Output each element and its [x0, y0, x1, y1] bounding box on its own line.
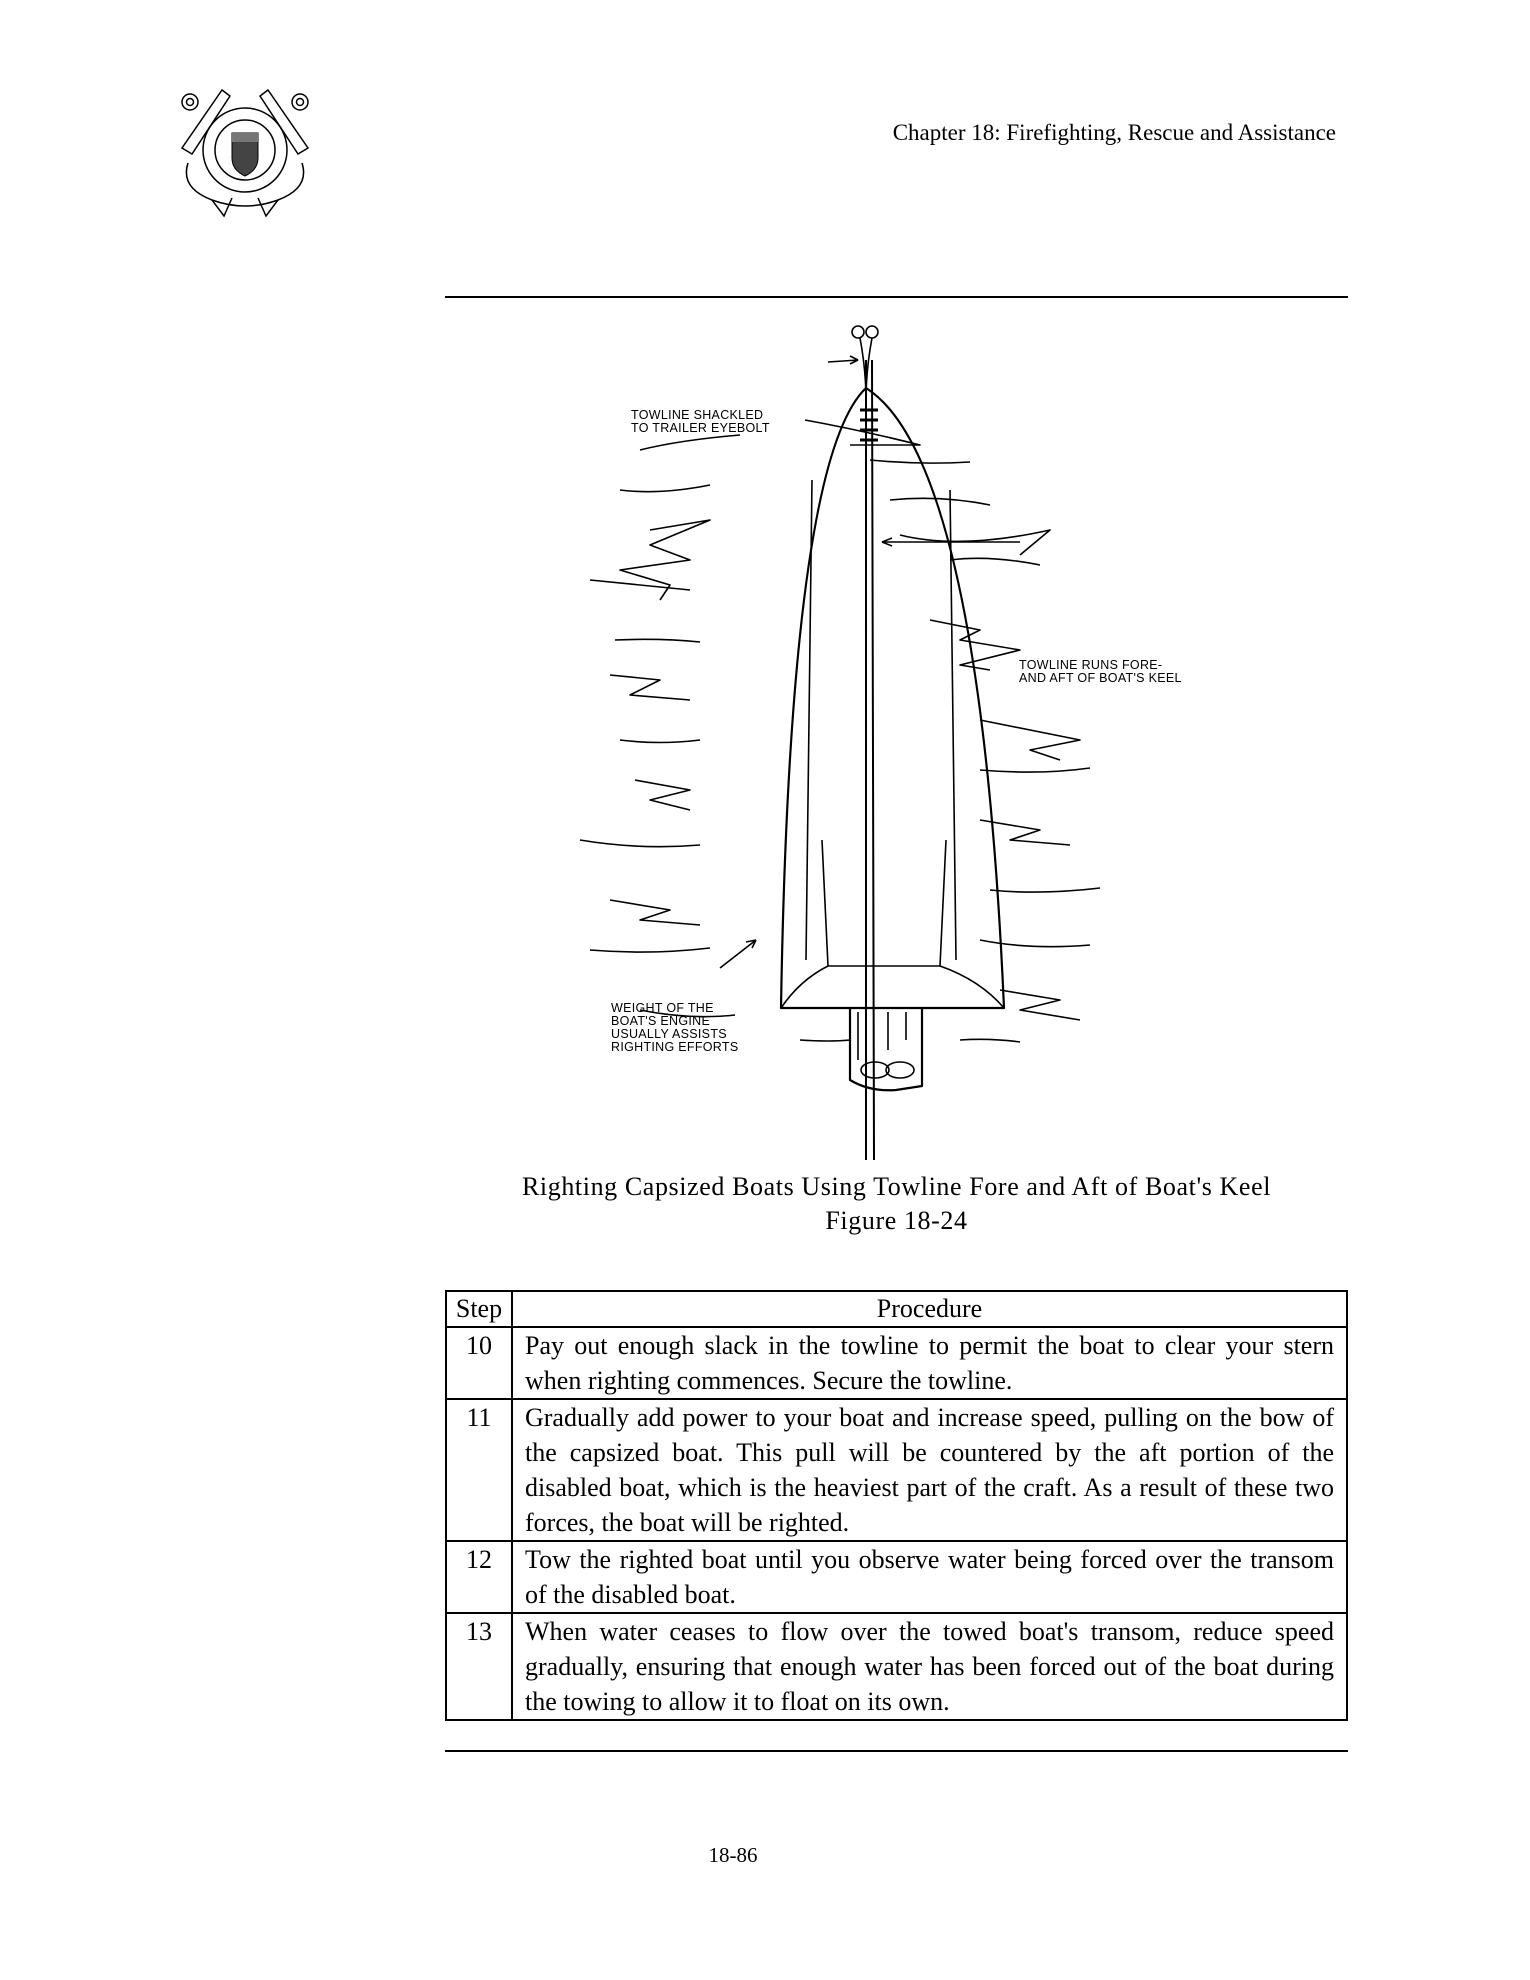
table-row	[446, 1327, 1347, 1399]
wave	[620, 485, 710, 492]
procedure-text: Gradually add power to your boat and increase speed, pulling on the bow of the capsized boat. This pull will be countered by the aft portion of the disabled boat, which is the heaviest part of the craft. As a result of these two forces, the boat will be righted.	[512, 1399, 1347, 1541]
caption-title: Righting Capsized Boats Using Towline Fore and Aft of Boat's Keel	[521, 1172, 1272, 1201]
header-procedure: Procedure	[512, 1291, 1347, 1327]
wave	[640, 435, 740, 450]
procedure-text: When water ceases to flow over the towed boat's transom, reduce speed gradually, ensuring that enough water has been forced out of the boat during the towing to allow it to float on its own.	[512, 1613, 1347, 1720]
procedure-text: Pay out enough slack in the towline to permit the boat to clear your stern when righting commences. Secure the towline.	[512, 1327, 1347, 1399]
label-towline-runs: TOWLINE RUNS FORE- AND AFT OF BOAT'S KEEL	[1019, 658, 1182, 685]
header-step: Step	[446, 1291, 512, 1327]
label-engine-weight: WEIGHT OF THE BOAT'S ENGINE USUALLY ASSISTS RIGHTING EFFORTS	[611, 1001, 739, 1054]
top-rule	[445, 296, 1348, 298]
procedure-text: Tow the righted boat until you observe water being forced over the transom of the disabled boat.	[512, 1541, 1347, 1613]
figure-number: Figure 18-24	[825, 1206, 968, 1235]
chapter-header: Chapter 18: Firefighting, Rescue and Assistance	[892, 120, 1336, 145]
figure-caption	[445, 1170, 1348, 1238]
table-row	[446, 1399, 1347, 1541]
table-row	[446, 1613, 1347, 1720]
towline	[866, 360, 874, 1160]
bottom-rule	[445, 1750, 1348, 1752]
table-header-row	[446, 1291, 1347, 1327]
step-number: 12	[446, 1541, 512, 1613]
outboard-engine	[850, 1008, 922, 1090]
boat-hull	[781, 388, 1004, 1008]
step-number: 11	[446, 1399, 512, 1541]
coast-guard-seal-logo	[172, 88, 318, 218]
label-towline-shackled: TOWLINE SHACKLED TO TRAILER EYEBOLT	[631, 408, 770, 435]
step-number: 10	[446, 1327, 512, 1399]
step-number: 13	[446, 1613, 512, 1720]
table-row	[446, 1541, 1347, 1613]
procedure-table	[445, 1290, 1348, 1721]
page-number: 18-86	[708, 1843, 758, 1867]
